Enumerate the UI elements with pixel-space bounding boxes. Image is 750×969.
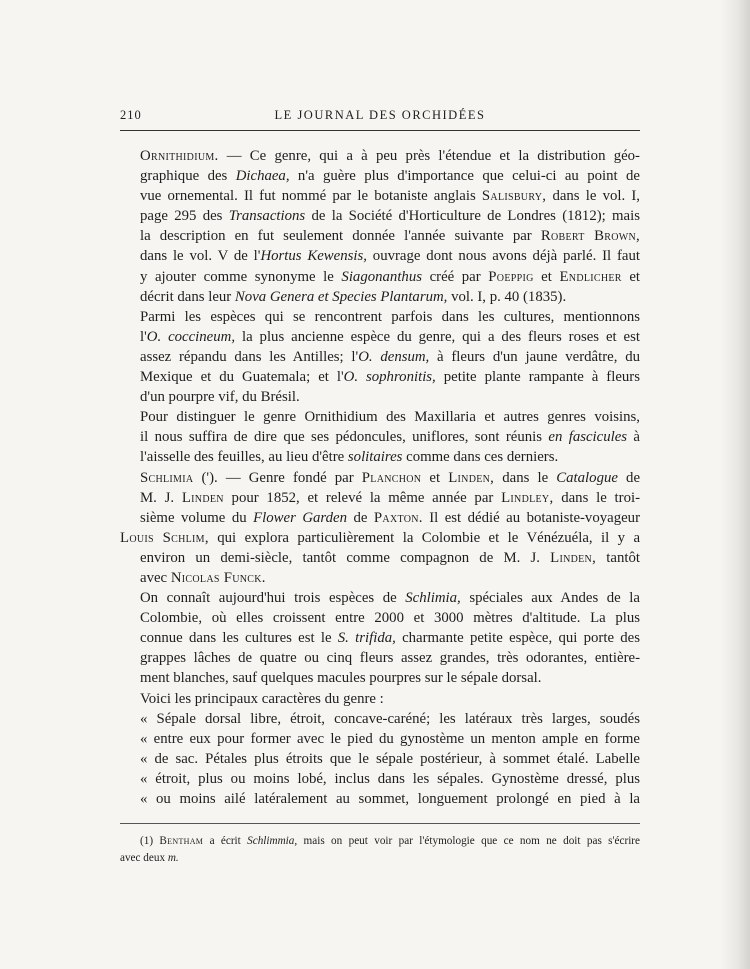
- italic-text: Nova Genera et Species Plantarum,: [234, 288, 448, 305]
- running-title: LE JOURNAL DES ORCHIDÉES: [274, 108, 486, 122]
- italic-text: Siagonanthus: [341, 268, 422, 285]
- italic-text: O. densum,: [358, 348, 430, 365]
- paragraph-schlimia: [120, 468, 640, 589]
- text: dans le vol. V de l': [140, 248, 261, 265]
- text: décrit dans leur: [140, 288, 235, 305]
- quote-line: « de sac. Pétales plus étroits que le sépale postérieur, à sommet étalé. Labelle: [140, 750, 640, 767]
- text: dans le vol. I,: [546, 188, 640, 205]
- text: et: [621, 268, 641, 285]
- text: la description en fut seulement donnée l'année suivante par: [140, 228, 541, 245]
- text: avec: [140, 569, 171, 586]
- genus-heading: Schlimia: [140, 469, 194, 486]
- author-name: Linden,: [550, 549, 597, 566]
- italic-text: Schlimmia,: [247, 835, 298, 847]
- text: M. J.: [140, 489, 182, 506]
- paragraph-ornithidium: [120, 146, 640, 307]
- text: Il est dédié au botaniste-voyageur: [422, 509, 640, 526]
- text: et: [421, 469, 449, 486]
- text: à: [627, 429, 640, 446]
- text: de: [346, 509, 374, 526]
- text: ouvrage dont nous avons déjà parlé. Il faut: [366, 248, 640, 265]
- paragraph-characters-intro: [120, 689, 640, 709]
- italic-text: O. coccineum,: [146, 328, 236, 345]
- text: mais on peut voir par l'étymologie que ce nom ne doit pas s'écrire: [297, 835, 640, 847]
- text: l': [140, 328, 147, 345]
- text: sième volume du: [140, 509, 254, 526]
- italic-text: en fascicules: [548, 429, 628, 446]
- text: charmante petite espèce, qui porte des: [395, 630, 640, 647]
- author-name: Poeppig: [488, 268, 534, 285]
- text: graphique des: [140, 168, 236, 185]
- text-line: Pour distinguer le genre Ornithidium des Maxillaria et autres genres voisins,: [140, 409, 640, 426]
- italic-text: Schlimia,: [405, 590, 461, 607]
- text: de: [617, 469, 641, 486]
- paragraph-species: [120, 307, 640, 407]
- paragraph-known-species: [120, 588, 640, 688]
- italic-text: m.: [167, 852, 179, 864]
- italic-text: Flower Garden: [253, 509, 347, 526]
- text: dans le troi-: [553, 489, 641, 506]
- text: assez répandu dans les Antilles; l': [140, 348, 359, 365]
- quote-line: « étroit, plus ou moins lobé, inclus dans les sépales. Gynostème dressé, plus: [140, 770, 640, 787]
- text: vue ornemental. Il fut nommé par le botaniste anglais: [140, 188, 482, 205]
- text: de la Société d'Horticulture de Londres (1812); mais: [305, 208, 640, 225]
- text: à fleurs d'un jaune verdâtre, du: [429, 348, 640, 365]
- italic-text: Catalogue: [556, 469, 618, 486]
- author-name: Louis Schlim,: [120, 529, 209, 546]
- text: connue dans les cultures est le: [140, 630, 338, 647]
- text: petite plante rampante à fleurs: [435, 369, 640, 386]
- text: n'a guère plus d'importance que celui-ci au point de: [289, 168, 640, 185]
- text: et: [533, 268, 560, 285]
- author-name: Linden,: [448, 469, 495, 486]
- author-name: Robert Brown,: [540, 228, 640, 245]
- text: dans le: [494, 469, 557, 486]
- quote-line: « entre eux pour former avec le pied du gynostème un menton ample en forme: [140, 730, 640, 747]
- text: page 295 des: [140, 208, 229, 225]
- italic-text: Dichaea,: [235, 168, 290, 185]
- genus-heading: Ornithidium.: [140, 148, 219, 164]
- text: y ajouter comme synonyme le: [140, 268, 342, 285]
- text-line: grappes lâches de quatre ou cinq fleurs assez grandes, très odorantes, entière-: [140, 650, 640, 667]
- text-line: ment blanches, sauf quelques macules pourpres sur le sépale dorsal.: [140, 670, 542, 687]
- text-line: Voici les principaux caractères du genre :: [140, 690, 384, 707]
- text: avec deux: [120, 852, 168, 864]
- text: — Ce genre, qui a à peu près l'étendue et la distribution géo-: [218, 148, 640, 164]
- text: la plus ancienne espèce du genre, qui a des fleurs roses et est: [235, 328, 640, 345]
- italic-text: Hortus Kewensis,: [260, 248, 367, 265]
- text-line: d'un pourpre vif, du Brésil.: [140, 389, 300, 406]
- text: vol. I, p. 40 (1835).: [447, 288, 567, 305]
- page-number: 210: [120, 108, 142, 122]
- author-name: Linden: [181, 489, 224, 506]
- footnote: [120, 833, 640, 867]
- text: l'aisselle des feuilles, au lieu d'être: [140, 449, 348, 466]
- text: comme dans ces derniers.: [402, 449, 559, 466]
- text: tantôt: [596, 549, 640, 566]
- author-name: Salisbury,: [481, 188, 547, 205]
- author-name: Endlicher: [559, 268, 622, 285]
- author-name: Bentham: [159, 835, 204, 847]
- italic-text: Transactions: [228, 208, 306, 225]
- header-rule: [120, 130, 640, 131]
- paragraph-distinguish: [120, 407, 640, 467]
- text: il nous suffira de dire que ses pédoncules, uniflores, sont réunis: [140, 429, 549, 446]
- page-header: [120, 108, 640, 128]
- author-name: Nicolas Funck.: [170, 569, 266, 586]
- italic-text: O. sophronitis,: [343, 369, 436, 386]
- author-name: Planchon: [361, 469, 422, 486]
- italic-text: S. trifida,: [337, 630, 396, 647]
- body-text: [120, 146, 640, 809]
- text: a écrit: [203, 835, 248, 847]
- text: (1): [140, 835, 160, 847]
- quote-line: « ou moins ailé latéralement au sommet, longuement prolongé en pied à la: [140, 791, 640, 807]
- text: On connaît aujourd'hui trois espèces de: [140, 590, 406, 607]
- text: créé par: [422, 268, 489, 285]
- author-name: Lindley,: [501, 489, 554, 506]
- text-line: Colombie, où elles croissent entre 2000 et 3000 mètres d'altitude. La plus: [140, 610, 640, 627]
- text: Mexique et du Guatemala; et l': [140, 369, 344, 386]
- quote-block: [120, 709, 640, 809]
- author-name: Paxton.: [373, 509, 423, 526]
- text: qui explora particulièrement la Colombie et le Vénézuéla, il y a: [208, 529, 641, 546]
- text: spéciales aux Andes de la: [460, 590, 640, 607]
- text: environ un demi-siècle, tantôt comme compagnon de M. J.: [140, 549, 551, 566]
- text: pour 1852, et relevé la même année par: [223, 489, 502, 506]
- footnote-rule: [120, 823, 640, 824]
- quote-line: « Sépale dorsal libre, étroit, concave-caréné; les latéraux très larges, soudés: [140, 710, 640, 727]
- text: ('). — Genre fondé par: [193, 469, 362, 486]
- text-line: Parmi les espèces qui se rencontrent parfois dans les cultures, mentionnons: [140, 308, 640, 325]
- italic-text: solitaires: [347, 449, 403, 466]
